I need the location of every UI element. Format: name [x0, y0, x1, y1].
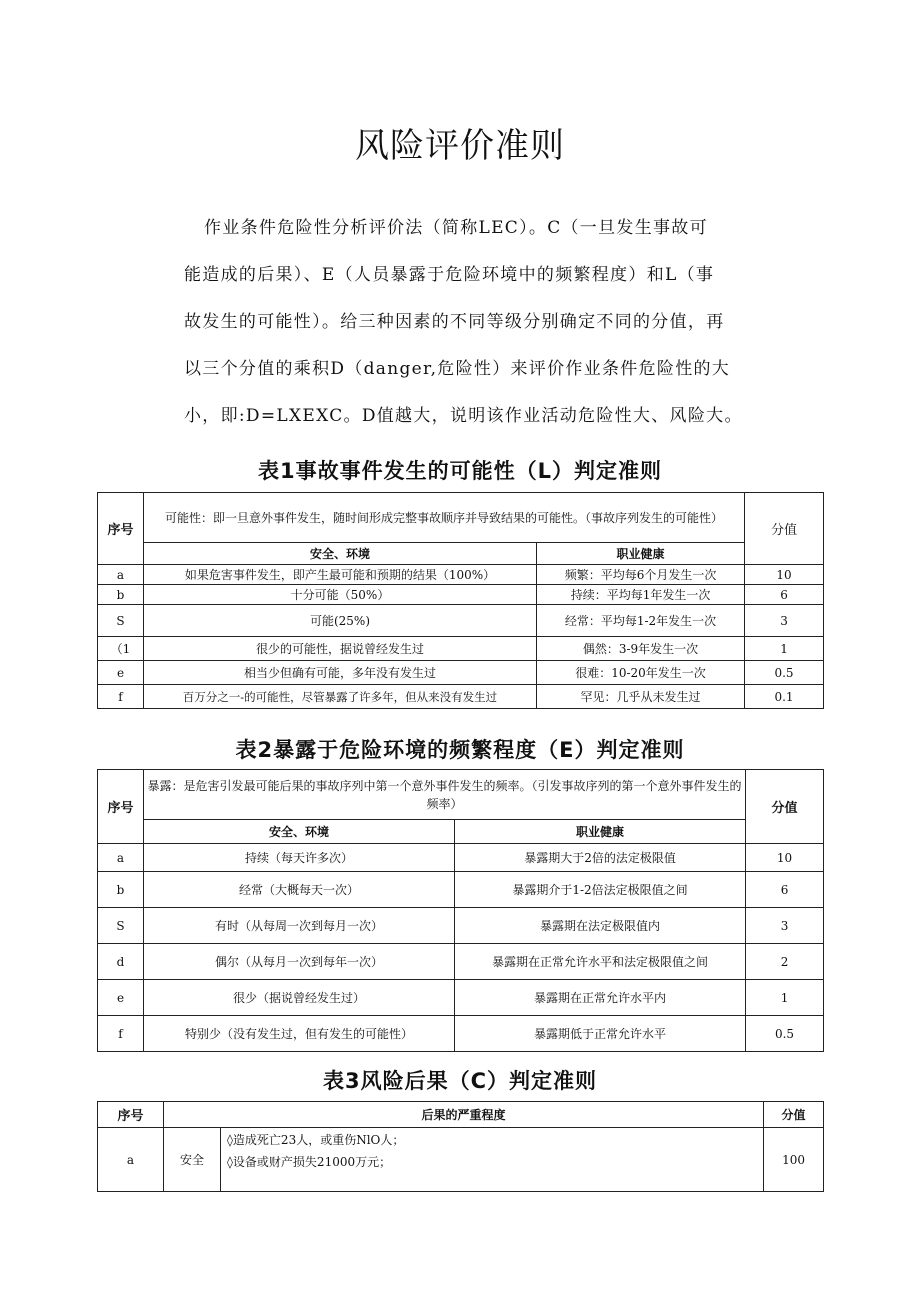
table2 [97, 769, 824, 1052]
row-health: 暴露期大于2倍的法定极限值 [455, 844, 746, 872]
row-safety: 很少（据说曾经发生过） [144, 980, 455, 1016]
row-id: b [98, 872, 144, 908]
table1-score-header: 分值 [745, 493, 824, 565]
row-safety: 相当少但确有可能，多年没有发生过 [144, 661, 537, 685]
table1-safety-header: 安全、环境 [144, 543, 537, 565]
table-row [98, 685, 824, 709]
row-health: 暴露期在正常允许水平和法定极限值之间 [455, 944, 746, 980]
row-health: 暴露期在法定极限值内 [455, 908, 746, 944]
row-score: 3 [745, 605, 824, 637]
table-row [98, 661, 824, 685]
table-row [98, 585, 824, 605]
row-score: 0.5 [746, 1016, 824, 1052]
table2-health-header: 职业健康 [455, 820, 746, 844]
row-score: 3 [746, 908, 824, 944]
row-score: 100 [764, 1128, 824, 1192]
table3 [97, 1101, 824, 1192]
intro-line: 故发生的可能性）。给三种因素的不同等级分别确定不同的分值，再 [184, 312, 725, 332]
row-health: 暴露期低于正常允许水平 [455, 1016, 746, 1052]
intro-line: 作业条件危险性分析评价法（简称LEC）。C（一旦发生事故可 [204, 218, 708, 238]
row-id: f [98, 685, 144, 709]
row-id: b [98, 585, 144, 605]
row-health: 经常：平均每1-2年发生一次 [537, 605, 745, 637]
row-safety: 特别少（没有发生过，但有发生的可能性） [144, 1016, 455, 1052]
row-id: f [98, 1016, 144, 1052]
row-health: 偶然：3-9年发生一次 [537, 637, 745, 661]
row-category: 安全 [164, 1128, 221, 1192]
row-safety: 很少的可能性，据说曾经发生过 [144, 637, 537, 661]
table2-description: 暴露：是危害引发最可能后果的事故序列中第一个意外事件发生的频率。（引发事故序列的第一个意外事件发生的频率） [144, 770, 746, 820]
row-safety: 经常（大概每天一次） [144, 872, 455, 908]
table-row [98, 944, 824, 980]
row-id: a [98, 844, 144, 872]
row-score: 10 [746, 844, 824, 872]
table-row [98, 844, 824, 872]
row-score: 0.1 [745, 685, 824, 709]
table3-severity-header: 后果的严重程度 [164, 1102, 764, 1128]
row-id: e [98, 980, 144, 1016]
intro-line: 能造成的后果）、E（人员暴露于危险环境中的频繁程度）和L（事 [184, 265, 715, 285]
table-row [98, 872, 824, 908]
table-row [98, 1016, 824, 1052]
row-health: 罕见：几乎从未发生过 [537, 685, 745, 709]
row-id: S [98, 605, 144, 637]
consequence-item: ◊设备或财产损失21000万元； [227, 1155, 392, 1169]
row-id: （1 [98, 637, 144, 661]
row-score: 1 [746, 980, 824, 1016]
row-safety: 有时（从每周一次到每月一次） [144, 908, 455, 944]
table2-serial-header: 序号 [98, 770, 144, 844]
table3-caption: 表3风险后果（C）判定准则 [322, 1069, 598, 1093]
row-health: 暴露期在正常允许水平内 [455, 980, 746, 1016]
table-row [98, 980, 824, 1016]
table2-safety-header: 安全、环境 [144, 820, 455, 844]
row-safety: 持续（每天许多次） [144, 844, 455, 872]
row-score: 10 [745, 565, 824, 585]
row-health: 持续：平均每1年发生一次 [537, 585, 745, 605]
row-score: 1 [745, 637, 824, 661]
table-row [98, 908, 824, 944]
row-id: S [98, 908, 144, 944]
row-safety: 偶尔（从每月一次到每年一次） [144, 944, 455, 980]
row-safety: 十分可能（50%） [144, 585, 537, 605]
table1-serial-header: 序号 [98, 493, 144, 565]
table2-caption: 表2暴露于危险环境的频繁程度（E）判定准则 [235, 738, 685, 762]
row-score: 6 [745, 585, 824, 605]
row-id: a [98, 565, 144, 585]
table1-health-header: 职业健康 [537, 543, 745, 565]
row-score: 0.5 [745, 661, 824, 685]
row-id: e [98, 661, 144, 685]
intro-paragraph [184, 205, 743, 440]
row-health: 很难：10-20年发生一次 [537, 661, 745, 685]
page-title: 风险评价准则 [355, 126, 565, 166]
table2-score-header: 分值 [746, 770, 824, 844]
table-row [98, 565, 824, 585]
table1-description: 可能性：即一旦意外事件发生，随时间形成完整事故顺序并导致结果的可能性。（事故序列发生的可能性） [144, 493, 745, 543]
table1-caption: 表1事故事件发生的可能性（L）判定准则 [258, 459, 662, 483]
row-health: 暴露期介于1-2倍法定极限值之间 [455, 872, 746, 908]
row-score: 6 [746, 872, 824, 908]
row-safety: 百万分之一-的可能性，尽管暴露了许多年，但从来没有发生过 [144, 685, 537, 709]
row-score: 2 [746, 944, 824, 980]
row-consequences [221, 1128, 764, 1192]
intro-line: 以三个分值的乘积D（danger,危险性）来评价作业条件危险性的大 [184, 359, 731, 379]
row-safety: 如果危害事件发生，即产生最可能和预期的结果（100%） [144, 565, 537, 585]
row-safety: 可能(25%) [144, 605, 537, 637]
consequence-item: ◊造成死亡23人，或重伤NlO人； [227, 1133, 405, 1147]
table3-serial-header: 序号 [98, 1102, 164, 1128]
row-id: a [98, 1128, 164, 1192]
table-row [98, 605, 824, 637]
row-id: d [98, 944, 144, 980]
table1 [97, 492, 824, 709]
row-health: 频繁：平均每6个月发生一次 [537, 565, 745, 585]
table-row [98, 637, 824, 661]
intro-line: 小，即:D=LXEXC。D值越大，说明该作业活动危险性大、风险大。 [184, 406, 743, 426]
table-row [98, 1128, 824, 1192]
table3-score-header: 分值 [764, 1102, 824, 1128]
